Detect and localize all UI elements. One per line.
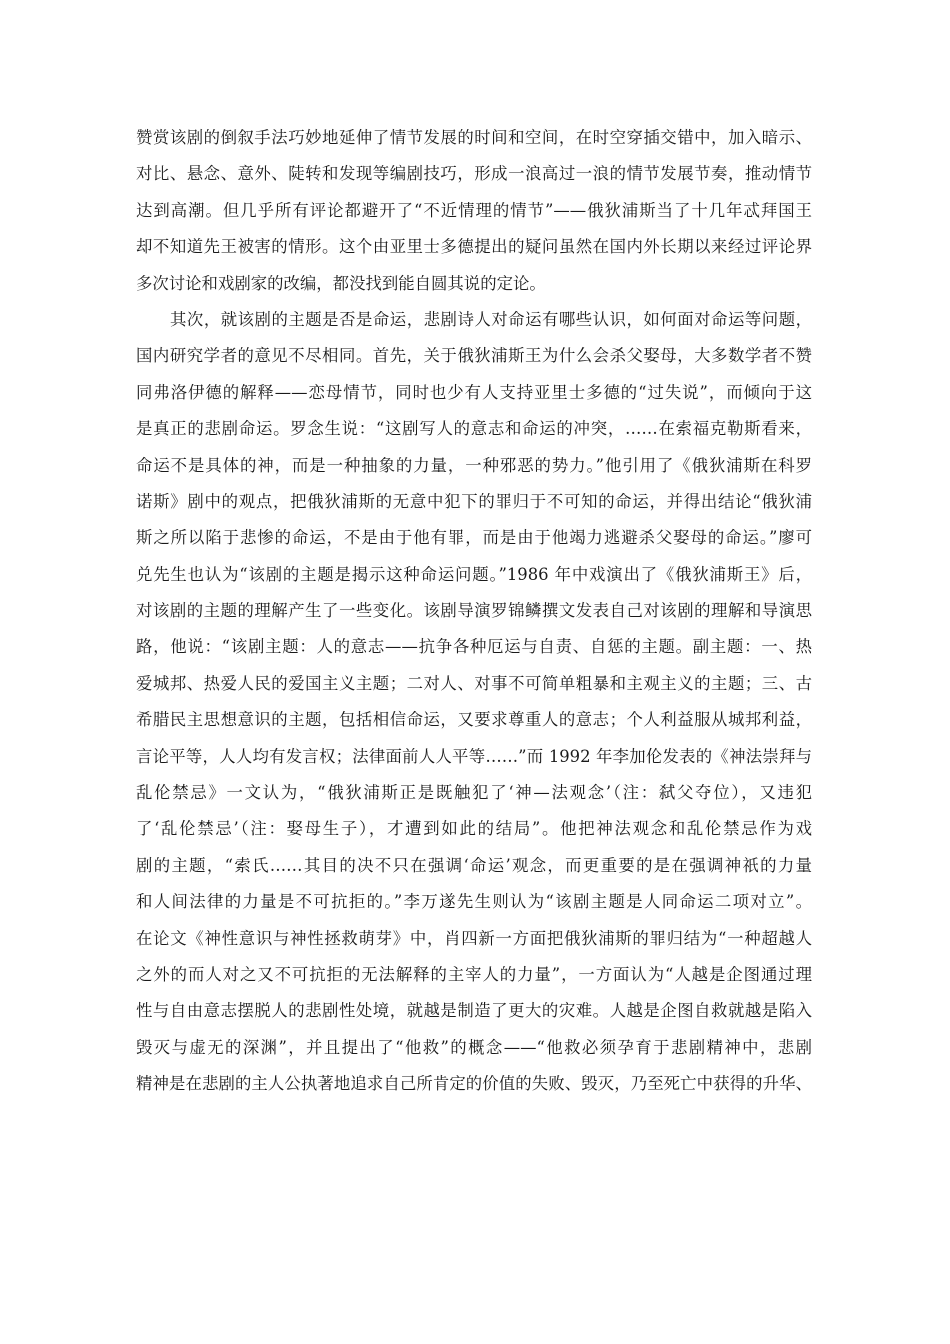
text-line: 对该剧的主题的理解产生了一些变化。该剧导演罗锦鳞撰文发表自己对该剧的理解和导演思 [136, 601, 812, 621]
text-line: 在论文《神性意识与神性拯救萌芽》中，肖四新一方面把俄狄浦斯的罪归结为“一种超越人 [136, 928, 812, 948]
paragraph [136, 302, 812, 1103]
text-line: 之外的而人对之又不可抗拒的无法解释的主宰人的力量”，一方面认为“人越是企图通过理 [136, 964, 812, 984]
text-line: 命运不是具体的神，而是一种抽象的力量，一种邪恶的势力。”他引用了《俄狄浦斯在科罗 [136, 455, 812, 475]
document-body [136, 120, 812, 1103]
text-line: 兑先生也认为“该剧的主题是揭示这种命运问题。”1986 年中戏演出了《俄狄浦斯王》后， [136, 564, 812, 584]
text-line: 毁灭与虚无的深渊”，并且提出了“他救”的概念——“他救必须孕育于悲剧精神中，悲剧 [136, 1037, 812, 1057]
text-line: 其次，就该剧的主题是否是命运，悲剧诗人对命运有哪些认识，如何面对命运等问题， [170, 309, 812, 329]
text-line: 多次讨论和戏剧家的改编，都没找到能自圆其说的定论。 [136, 273, 546, 293]
text-line: 了‘乱伦禁忌’（注：娶母生子），才遭到如此的结局”。他把神法观念和乱伦禁忌作为戏 [136, 819, 812, 839]
text-line: 诺斯》剧中的观点，把俄狄浦斯的无意中犯下的罪归于不可知的命运，并得出结论“俄狄浦 [136, 491, 812, 511]
text-line: 言论平等，人人均有发言权；法律面前人人平等……”而 1992 年李加伦发表的《神法崇拜与 [136, 746, 812, 766]
text-line: 爱城邦、热爱人民的爱国主义主题；二对人、对事不可简单粗暴和主观主义的主题；三、古 [136, 673, 812, 693]
text-line: 路，他说：“该剧主题：人的意志——抗争各种厄运与自责、自惩的主题。副主题：一、热 [136, 637, 812, 657]
text-line: 是真正的悲剧命运。罗念生说：“这剧写人的意志和命运的冲突，……在索福克勒斯看来， [136, 419, 812, 439]
text-line: 剧的主题，“索氏……其目的决不只在强调‘命运’观念，而更重要的是在强调神祇的力量 [136, 855, 812, 875]
text-line: 对比、悬念、意外、陡转和发现等编剧技巧，形成一浪高过一浪的情节发展节奏，推动情节 [136, 164, 812, 184]
text-line: 却不知道先王被害的情形。这个由亚里士多德提出的疑问虽然在国内外长期以来经过评论界 [136, 237, 812, 257]
text-line: 和人间法律的力量是不可抗拒的。”李万遂先生则认为“该剧主题是人同命运二项对立”。 [136, 892, 812, 912]
text-line: 国内研究学者的意见不尽相同。首先，关于俄狄浦斯王为什么会杀父娶母，大多数学者不赞 [136, 346, 812, 366]
text-line: 乱伦禁忌》一文认为，“俄狄浦斯正是既触犯了‘神—法观念’（注：弑父夺位），又违犯 [136, 783, 812, 803]
text-line: 达到高潮。但几乎所有评论都避开了“不近情理的情节”——俄狄浦斯当了十几年忒拜国王 [136, 200, 812, 220]
text-line: 性与自由意志摆脱人的悲剧性处境，就越是制造了更大的灾难。人越是企图自救就越是陷入 [136, 1001, 812, 1021]
text-line: 精神是在悲剧的主人公执著地追求自己所肯定的价值的失败、毁灭，乃至死亡中获得的升华、 [136, 1074, 812, 1094]
text-line: 赞赏该剧的倒叙手法巧妙地延伸了情节发展的时间和空间，在时空穿插交错中，加入暗示、 [136, 128, 812, 147]
text-line: 同弗洛伊德的解释——恋母情节，同时也少有人支持亚里士多德的“过失说”，而倾向于这 [136, 382, 812, 402]
text-line: 希腊民主思想意识的主题，包括相信命运，又要求尊重人的意志；个人利益服从城邦利益， [136, 710, 812, 730]
paragraph [136, 120, 812, 302]
text-line: 斯之所以陷于悲惨的命运，不是由于他有罪，而是由于他竭力逃避杀父娶母的命运。”廖可 [136, 528, 812, 548]
